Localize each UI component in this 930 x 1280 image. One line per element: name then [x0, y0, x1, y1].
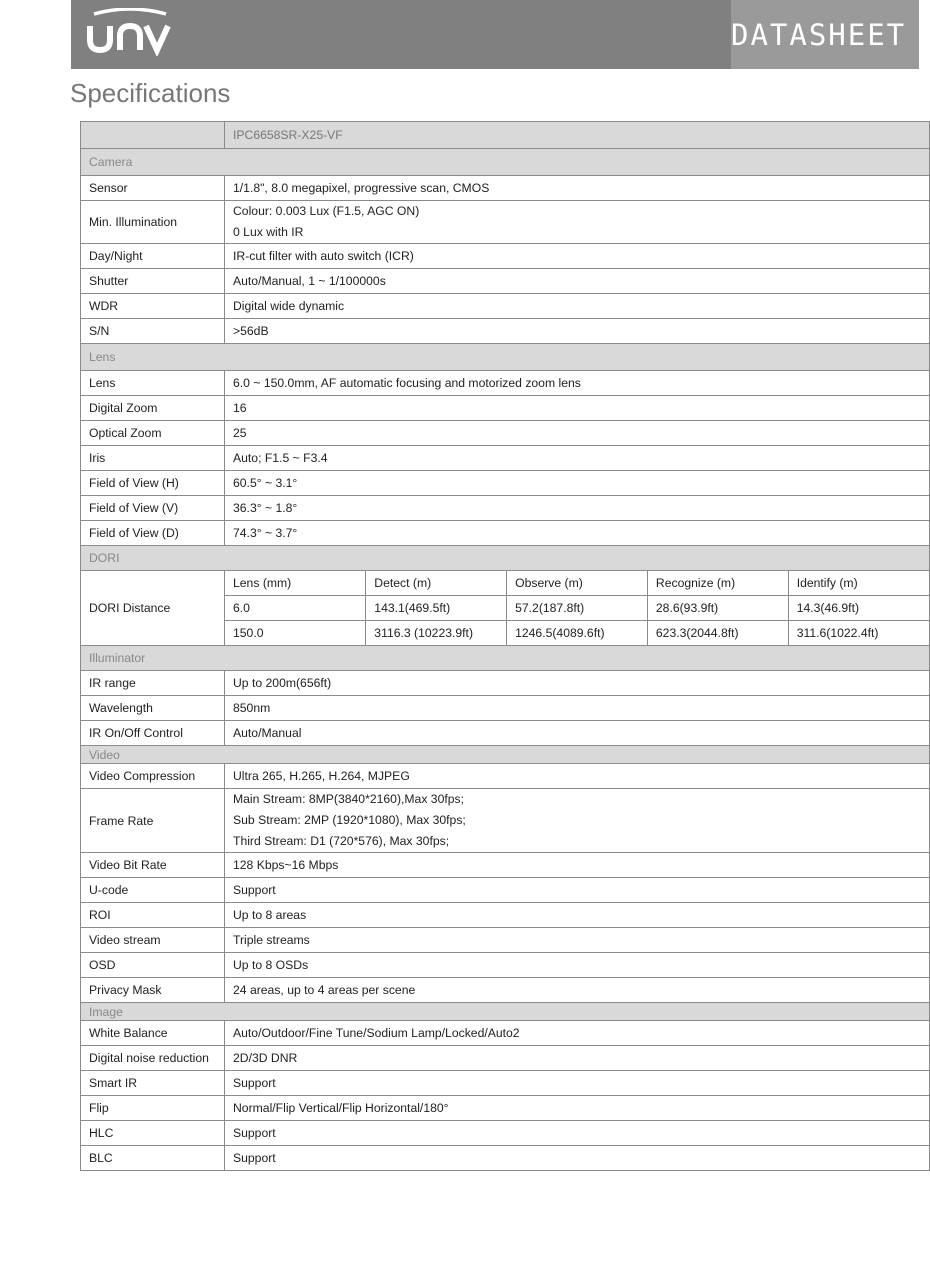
table-row: Day/Night IR-cut filter with auto switch (ICR)	[81, 244, 930, 269]
table-row: U-code Support	[81, 878, 930, 903]
table-row: Video stream Triple streams	[81, 928, 930, 953]
table-row: WDR Digital wide dynamic	[81, 294, 930, 319]
section-image: Image	[81, 1003, 930, 1021]
table-row: S/N >56dB	[81, 319, 930, 344]
table-row: ROI Up to 8 areas	[81, 903, 930, 928]
table-row: Field of View (D) 74.3° ~ 3.7°	[81, 521, 930, 546]
section-camera: Camera	[81, 149, 930, 176]
table-row: Iris Auto; F1.5 ~ F3.4	[81, 446, 930, 471]
section-dori: DORI	[81, 546, 930, 571]
table-row: Privacy Mask 24 areas, up to 4 areas per scene	[81, 978, 930, 1003]
spec-table	[80, 121, 930, 1171]
table-row: White Balance Auto/Outdoor/Fine Tune/Sodium Lamp/Locked/Auto2	[81, 1021, 930, 1046]
table-row: IR On/Off Control Auto/Manual	[81, 721, 930, 746]
table-row: OSD Up to 8 OSDs	[81, 953, 930, 978]
table-row: Lens 6.0 ~ 150.0mm, AF automatic focusing and motorized zoom lens	[81, 371, 930, 396]
dori-header-row: Lens (mm) Detect (m) Observe (m) Recognize (m) Identify (m)	[225, 571, 929, 596]
table-row: Smart IR Support	[81, 1071, 930, 1096]
table-row: Video Compression Ultra 265, H.265, H.264, MJPEG	[81, 764, 930, 789]
table-row: Sensor 1/1.8", 8.0 megapixel, progressive scan, CMOS	[81, 176, 930, 201]
table-row: Video Bit Rate 128 Kbps~16 Mbps	[81, 853, 930, 878]
page-title: Specifications	[70, 78, 231, 108]
table-row: Min. Illumination Colour: 0.003 Lux (F1.5, AGC ON) 0 Lux with IR	[81, 201, 930, 244]
table-row: Field of View (V) 36.3° ~ 1.8°	[81, 496, 930, 521]
table-row: BLC Support	[81, 1146, 930, 1171]
table-row: Field of View (H) 60.5° ~ 3.1°	[81, 471, 930, 496]
section-lens: Lens	[81, 344, 930, 371]
model-row	[81, 122, 930, 149]
model-corner	[81, 122, 225, 149]
unv-logo	[86, 8, 176, 56]
dori-table	[225, 571, 929, 645]
table-row: Wavelength 850nm	[81, 696, 930, 721]
dori-row: DORI Distance Lens (mm) Detect (m) Observe (m) Recognize (m) Identify (m) 6.0 143.1(469.5ft) 57.2(187.8ft) 28.6(93.9ft) 14.3(46.9ft) 150.0 3116.3 (10223.9ft) 1246.5(4089.6ft) 623.3(2044.8ft) 311.6(1022.4ft)	[81, 571, 930, 646]
section-illuminator: Illuminator	[81, 646, 930, 671]
table-row: Digital Zoom 16	[81, 396, 930, 421]
dori-data-row: 6.0 143.1(469.5ft) 57.2(187.8ft) 28.6(93.9ft) 14.3(46.9ft)	[225, 596, 929, 621]
table-row: Optical Zoom 25	[81, 421, 930, 446]
table-row: Flip Normal/Flip Vertical/Flip Horizontal/180°	[81, 1096, 930, 1121]
datasheet-badge: DATASHEET	[731, 18, 907, 52]
dori-data-row: 150.0 3116.3 (10223.9ft) 1246.5(4089.6ft) 623.3(2044.8ft) 311.6(1022.4ft)	[225, 621, 929, 646]
table-row: IR range Up to 200m(656ft)	[81, 671, 930, 696]
table-row: Frame Rate Main Stream: 8MP(3840*2160),Max 30fps; Sub Stream: 2MP (1920*1080), Max 30fps; Third Stream: D1 (720*576), Max 30fps;	[81, 789, 930, 853]
table-row: HLC Support	[81, 1121, 930, 1146]
model-name: IPC6658SR-X25-VF	[225, 122, 930, 149]
table-row: Shutter Auto/Manual, 1 ~ 1/100000s	[81, 269, 930, 294]
section-video: Video	[81, 746, 930, 764]
table-row: Digital noise reduction 2D/3D DNR	[81, 1046, 930, 1071]
